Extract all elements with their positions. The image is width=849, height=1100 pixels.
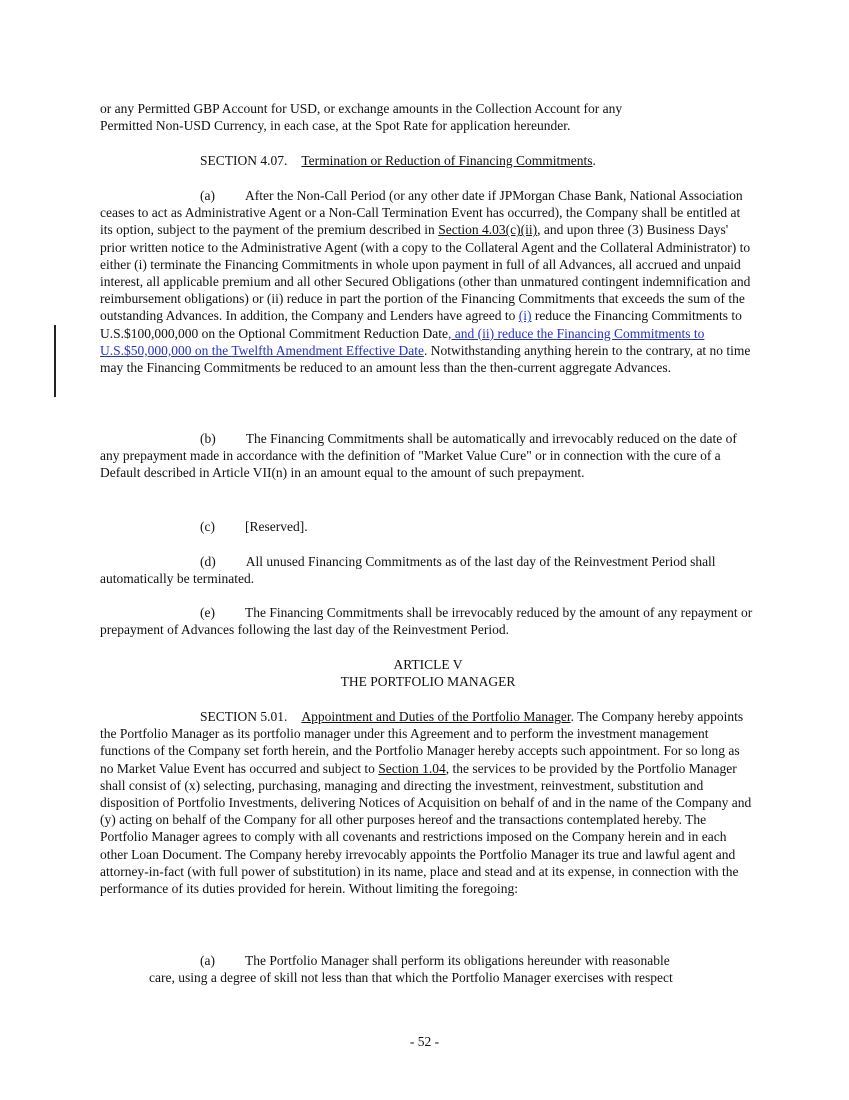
intro-line-1: or any Permitted GBP Account for USD, or exchange amounts in the Collection Account for any (100, 101, 623, 116)
section-title: Termination or Reduction of Financing Commitments (301, 153, 593, 168)
section-4-07-e (100, 604, 756, 638)
article-heading (100, 656, 756, 690)
page-number: - 52 - (409, 1034, 440, 1049)
article-title: THE PORTFOLIO MANAGER (340, 674, 516, 690)
intro-paragraph (100, 100, 756, 134)
clause-label: (e) (200, 605, 215, 620)
clause-text: care, using a degree of skill not less than that which the Portfolio Manager exercises with respect (149, 970, 673, 986)
clause-label: (a) (200, 188, 215, 203)
intro-line-2: Permitted Non-USD Currency, in each case, at the Spot Rate for application hereunder. (100, 118, 571, 134)
clause-text: reduce the Financing Commitments to U.S.$100,000,000 on the Optional Commitment Reduction Date (100, 308, 742, 341)
clause-text: The Portfolio Manager shall perform its obligations hereunder with reasonable (244, 953, 670, 968)
clause-text: , and upon three (3) Business Days' prior written notice to the Administrative Agent (with a copy to the Collateral Agent and the Collateral Administrator) to either (i) terminate the Financing Commitments in whole upon payment in full of all Advances, all accrued and unpaid interest, all applicable premium and all other Secured Obligations (other than unmatured contingent indemnification and reimbursement obligations) or (ii) reduce in part the portion of the Financing Commitments that exceeds the sum of the outstanding Advances. In addition, the Company and Lenders have agreed to (100, 222, 751, 324)
clause-label: (d) (200, 554, 216, 569)
section-link[interactable]: Section 1.04 (378, 760, 446, 776)
inserted-text: , and (ii) reduce the Financing Commitments to U.S.$50,000,000 on the Twelfth Amendment Effective Date (100, 325, 705, 358)
clause-label: (a) (200, 953, 215, 968)
section-4-07-b (100, 430, 756, 482)
section-text: , the services to be provided by the Portfolio Manager shall consist of (x) selecting, purchasing, managing and directing the investment, reinvestment, substitution and disposition of Portfolio Investments, delivering Notices of Acquisition on behalf of and in the name of the Company and (y) acting on behalf of the Company for all other purposes hereof and the transactions contemplated hereby. The Portfolio Manager agrees to comply with all covenants and restrictions imposed on the Company herein and in each other Loan Document. The Company hereby irrevocably appoints the Portfolio Manager its true and lawful agent and attorney-in-fact (with full power of substitution) in its name, place and stead and at its expense, in connection with the performance of its duties provided for herein. Without limiting the foregoing: (100, 760, 752, 897)
section-5-01 (100, 708, 756, 897)
section-text: . The Company hereby appoints the Portfolio Manager as its portfolio manager under this Agreement and to perform the investment management functions of the Company set forth herein, and the Portfolio Manager hereby accepts such appointment. For so long as no Market Value Event has occurred and subject to (100, 709, 744, 776)
clause-text: [Reserved]. (244, 519, 308, 534)
section-4-07-heading: SECTION 4.07. Termination or Reduction of Financing Commitments. (200, 153, 596, 168)
section-4-07-c (100, 518, 756, 535)
clause-text: The Financing Commitments shall be automatically and irrevocably reduced on the date of any prepayment made in accordance with the definition of "Market Value Cure" or in connection with the cure of a Default described in Article VII(n) in an amount equal to the amount of such prepayment. (100, 431, 737, 481)
section-link[interactable]: Section 4.03(c)(ii) (438, 222, 538, 238)
inserted-text: (i) (518, 308, 532, 324)
section-5-01-a (100, 952, 756, 986)
section-number: SECTION 4.07. (200, 153, 288, 168)
clause-text: All unused Financing Commitments as of the last day of the Reinvestment Period shall automatically be terminated. (100, 554, 716, 587)
section-4-07-d (100, 553, 756, 587)
section-number: SECTION 5.01. (200, 709, 288, 724)
change-bar (54, 325, 56, 397)
clause-text: . Notwithstanding anything herein to the contrary, at no time may the Financing Commitments be reduced to an amount less than the then-current aggregate Advances. (100, 342, 751, 376)
clause-label: (c) (200, 519, 215, 534)
clause-label: (b) (200, 431, 216, 446)
article-number: ARTICLE V (393, 657, 463, 672)
clause-text: The Financing Commitments shall be irrevocably reduced by the amount of any repayment or prepayment of Advances following the last day of the Reinvestment Period. (100, 605, 753, 638)
clause-text: After the Non-Call Period (or any other date if JPMorgan Chase Bank, National Association ceases to act as Administrative Agent or a Non-Call Termination Event has occurred), the Company shall be entitled at its option, subject to the payment of the premium described in (100, 188, 743, 238)
section-4-07-a (100, 187, 756, 376)
section-title: Appointment and Duties of the Portfolio Manager (301, 709, 571, 724)
